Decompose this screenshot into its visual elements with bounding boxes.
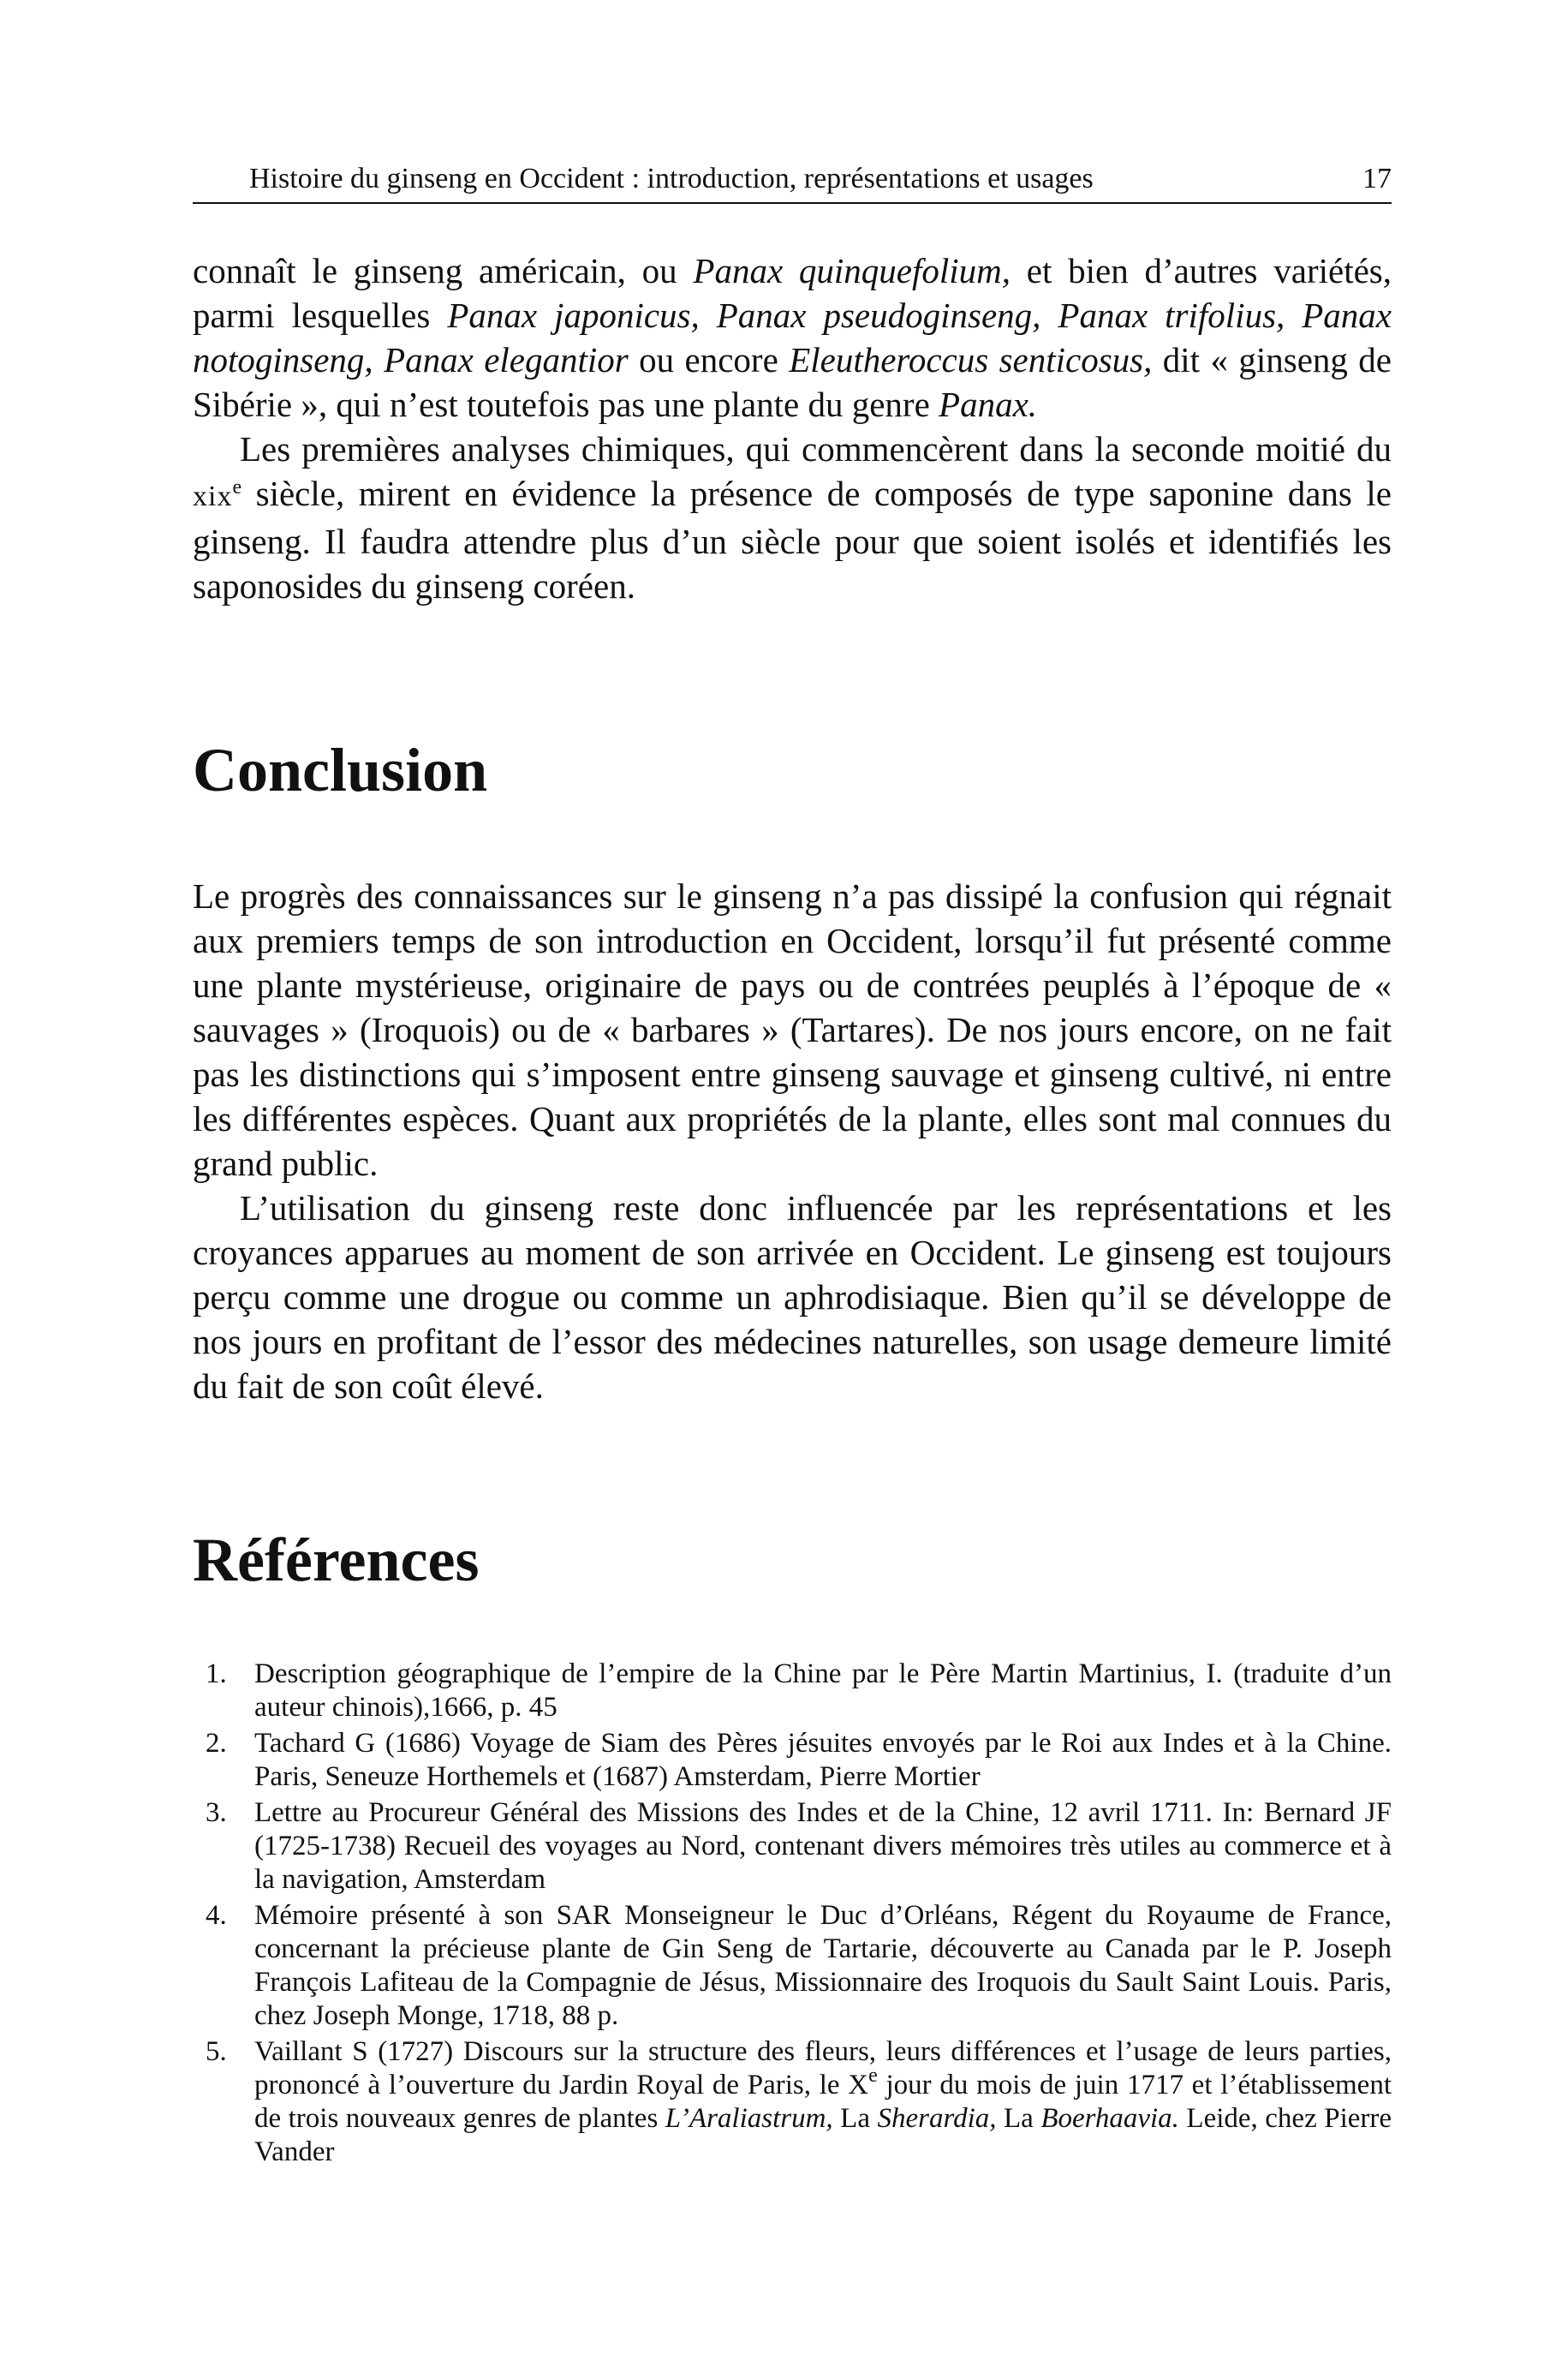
intro-paragraph-2 (193, 427, 1392, 608)
text-run: siècle, mirent en évidence la présence de composés de type saponine dans le ginseng. Il faudra attendre plus d’un siècle pour que soient isolés et identifiés les saponosides du ginseng coréen. (193, 474, 1392, 606)
reference-item (193, 1658, 1392, 1724)
reference-number: 1. (206, 1658, 227, 1689)
reference-text: Vaillant S (1727) Discours sur la structure des fleurs, leurs différences et l’usage de leurs parties, prononcé à l’ouverture du Jardin Royal de Paris, le X (254, 2036, 1392, 2100)
superscript: e (232, 476, 242, 499)
text-run: dit « ginseng de Sibérie », qui n’est toutefois pas une plante du genre (193, 340, 1392, 424)
superscript: e (868, 2064, 878, 2087)
reference-text: Mémoire présenté à son SAR Monseigneur le Duc d’Orléans, Régent du Royaume de France, concernant la précieuse plante de Gin Seng de Tartarie, découverte au Canada par le P. Joseph François Lafiteau de la Compagnie de Jésus, Missionnaire des Iroquois du Sault Saint Louis. Paris, chez Joseph Monge, 1718, 88 p. (254, 1900, 1392, 2031)
intro-text (193, 248, 1392, 608)
text-run: connaît le ginseng américain, ou (193, 251, 694, 290)
reference-text: Leide, chez Pierre Vander (254, 2103, 1392, 2167)
reference-text: La (832, 2103, 878, 2134)
genus-name: Panax. (939, 385, 1038, 424)
page-number: 17 (1362, 163, 1392, 194)
species-names: Panax japonicus, Panax pseudoginseng, Panax trifolius, Panax notoginseng, Panax elegantior (193, 296, 1392, 379)
reference-text: Tachard G (1686) Voyage de Siam des Pères jésuites envoyés par le Roi aux Indes et à la Chine. Paris, Seneuze Horthemels et (1687) Amsterdam, Pierre Mortier (254, 1728, 1392, 1792)
species-name: Panax quinquefolium, (693, 251, 1011, 290)
reference-number: 5. (206, 2036, 227, 2067)
reference-text: Lettre au Procureur Général des Missions des Indes et de la Chine, 12 avril 1711. In: Bernard JF (1725-1738) Recueil des voyages au Nord, contenant divers mémoires très utiles au commerce et à la navigation, Amsterdam (254, 1797, 1392, 1895)
reference-item (193, 1899, 1392, 2033)
reference-number: 4. (206, 1900, 227, 1931)
running-head (193, 161, 1392, 204)
intro-paragraph-1 (193, 248, 1392, 427)
reference-item (193, 1727, 1392, 1794)
species-name: Eleutheroccus senticosus, (789, 340, 1153, 379)
reference-number: 2. (206, 1728, 227, 1759)
reference-item (193, 1796, 1392, 1897)
conclusion-paragraph-2: L’utilisation du ginseng reste donc influencée par les représentations et les croyances apparues au moment de son arrivée en Occident. Le ginseng est toujours perçu comme une drogue ou comme un aphrodisiaque. Bien qu’il se développe de nos jours en profitant de l’essor des médecines naturelles, son usage demeure limité du fait de son coût élevé. (193, 1188, 1392, 1406)
text-run: Les premières analyses chimiques, qui commencèrent dans la seconde moitié du (240, 429, 1392, 469)
conclusion-paragraph-1: Le progrès des connaissances sur le ginseng n’a pas dissipé la confusion qui régnait aux premiers temps de son introduction en Occident, lorsqu’il fut présenté comme une plante mystérieuse, originaire de pays ou de contrées peuplés à l’époque de « sauvages » (Iroquois) ou de « barbares » (Tartares). De nos jours encore, on ne fait pas les distinctions qui s’imposent entre ginseng sauvage et ginseng cultivé, ni entre les différentes espèces. Quant aux propriétés de la plante, elles sont mal connues du grand public. (193, 876, 1392, 1183)
reference-number: 3. (206, 1797, 227, 1828)
reference-text: Description géographique de l’empire de la Chine par le Père Martin Martinius, I. (traduite d’un auteur chinois),1666, p. 45 (254, 1658, 1392, 1723)
conclusion-heading: Conclusion (193, 736, 488, 804)
references-list (193, 1658, 1392, 2172)
genus-name: Boerhaavia. (1040, 2103, 1179, 2134)
genus-name: Sherardia, (877, 2103, 997, 2134)
running-head-title: Histoire du ginseng en Occident : introduction, représentations et usages (249, 163, 1094, 194)
references-heading: Références (193, 1526, 480, 1594)
reference-text: jour du mois de juin 1717 et l’établissement de trois nouveaux genres de plantes (254, 2070, 1392, 2134)
text-run: et bien d’autres variétés, parmi lesquelles (193, 251, 1392, 335)
reference-text: La (996, 2103, 1041, 2134)
conclusion-text (193, 874, 1392, 1408)
genus-name: L’Araliastrum, (665, 2103, 833, 2134)
text-run: ou encore (628, 340, 790, 379)
century-numeral: xix (193, 481, 233, 512)
reference-item (193, 2035, 1392, 2169)
